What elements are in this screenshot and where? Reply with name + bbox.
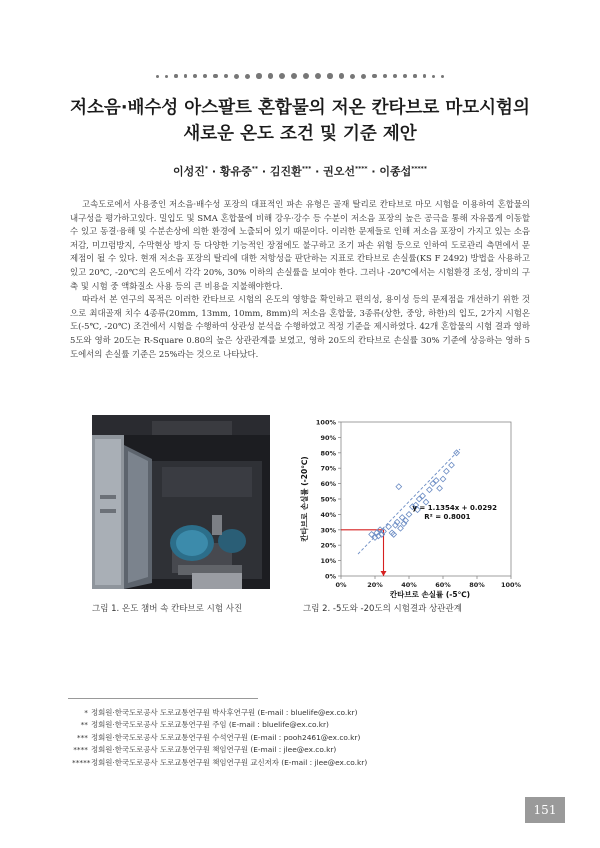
footnote-row [72, 719, 367, 731]
decorative-dot [315, 73, 321, 79]
decorative-dot [184, 74, 188, 78]
author-name: 황유중 [219, 165, 252, 178]
footnote-text: 정회원·한국도로공사 도로교통연구원 책임연구원 (E-mail : jlee@ex.co.kr) [91, 745, 337, 755]
footnote-text: 정회원·한국도로공사 도로교통연구원 책임연구원 교신저자 (E-mail : jlee@ex.co.kr) [91, 757, 368, 767]
decorative-dot [393, 74, 397, 78]
author-mark: **** [354, 165, 368, 173]
abstract-paragraph-1: 고속도로에서 사용중인 저소음·배수성 포장의 대표적인 파손 유형은 골재 탈리로 칸타브로 마모 시험을 이용하여 혼합물의 내구성을 평가하고있다. 밀입도 및 SMA 혼합물에 비해 강우·강수 등 수분이 저소음 포장의 높은 공극을 통해 자유롭게 이동할 수 있고 동결·융해 및 수분손상에 의한 환경에 노출되어 있기 때문이다. 이러한 문제들로 인해 저소음 포장이 가지고 있는 소음저감, 미끄럼방지, 수막현상 방지 등 다양한 기능적인 장점에도 불구하고 조기 파손 위험 등으로 인하여 도로관리 측면에서 문제점이 될 수 있다. 현재 저소음 포장의 탈리에 대한 저항성을 판단하는 지표로 칸타브로 손실률(KS F 2492) 방법을 사용하고 있고 20℃, -20℃의 온도에서 각각 20%, 30% 이하의 손실률을 보여야 한다. 그러나 -20℃에서는 시험환경 조성, 장비의 구축 및 시험 중 액화질소 사용 등의 큰 비용을 지불해야한다. [70, 199, 530, 291]
y-tick-label: 90% [320, 433, 336, 442]
decorative-dot [156, 75, 159, 78]
y-tick-label: 0% [324, 572, 336, 581]
x-axis-label: 칸타브로 손실률 (-5℃) [389, 590, 471, 599]
y-tick-label: 80% [320, 449, 336, 458]
author-mark: * [204, 165, 209, 173]
author-mark: *** [301, 165, 312, 173]
x-tick-label: 40% [401, 581, 417, 589]
author-mark: ***** [411, 165, 427, 173]
chamber-photo-illustration [92, 415, 270, 589]
y-axis-label: 칸타브로 손실률 (-20℃) [300, 456, 309, 542]
decorative-dot [383, 74, 388, 79]
decorative-dot [339, 73, 345, 79]
x-tick-label: 80% [469, 581, 485, 589]
footnote-divider [68, 698, 258, 699]
footnote-mark: ** [80, 720, 88, 730]
figure-1-caption: 그림 1. 온도 챔버 속 칸타브로 시험 사진 [92, 604, 243, 614]
y-tick-label: 100% [315, 418, 336, 427]
footnote-text: 정회원·한국도로공사 도로교통연구원 주임 (E-mail : bluelife@ex.co.kr) [91, 720, 329, 730]
decorative-dot [245, 74, 250, 79]
footnotes [72, 707, 367, 769]
decorative-dot [268, 73, 274, 79]
footnote-text: 정회원·한국도로공사 도로교통연구원 박사후연구원 (E-mail : bluelife@ex.co.kr) [91, 708, 358, 717]
title-line-1: 저소음·배수성 아스팔트 혼합물의 저온 칸타브로 마모시험의 [70, 98, 530, 118]
decorative-dot [432, 75, 435, 78]
decorative-dot [327, 73, 333, 79]
y-tick-label: 70% [320, 464, 336, 473]
decorative-dot [361, 74, 366, 79]
footnote-row [72, 707, 367, 719]
x-tick-label: 0% [335, 581, 347, 589]
decorative-dot [234, 74, 239, 79]
y-tick-label: 10% [320, 557, 336, 566]
author-name: 김진환 [269, 165, 302, 178]
x-tick-label: 60% [435, 581, 451, 589]
author-name: 이종섭 [379, 165, 412, 178]
decorative-dot [413, 74, 417, 78]
figure-2-caption: 그림 2. -5도와 -20도의 시험결과 상관관계 [303, 604, 462, 614]
decorative-dot [165, 75, 168, 78]
title-line-2: 새로운 온도 조건 및 기준 제안 [183, 124, 417, 144]
y-tick-label: 60% [320, 480, 336, 489]
decorative-dot-row [0, 73, 600, 79]
x-tick-label: 100% [500, 581, 522, 589]
author-name: 이성진 [173, 165, 205, 178]
author-name: 권오선 [323, 165, 355, 178]
author-mark: ** [251, 165, 259, 173]
decorative-dot [193, 74, 197, 78]
decorative-dot [372, 74, 377, 79]
x-tick-label: 20% [367, 581, 383, 589]
decorative-dot [423, 74, 427, 78]
decorative-dot [203, 74, 207, 78]
footnote-mark: **** [73, 745, 88, 755]
r-squared-label: R² = 0.8001 [424, 513, 471, 522]
y-tick-label: 40% [320, 510, 336, 519]
abstract-paragraph-2: 따라서 본 연구의 목적은 이러한 칸타브로 시험의 온도의 영향을 확인하고 편의성, 용이성 등의 문제점을 개선하기 위한 것으로 최대골재 치수 4종류(20mm, 13mm, 10mm, 8mm)의 저소음 혼합물, 3종류(상한, 중앙, 하한)의 입도, 2가지 시험온도(-5℃, -20℃) 조건에서 시험을 수행하여 상관성 분석을 수행하였고 적정 기준을 제시하였다. 42개 혼합물의 시험 결과 영하 5도와 영하 20도는 R-Square 0.80의 높은 상관관계를 보였고, 영하 20도의 칸타브로 손실률 30% 기준에 상응하는 영하 5도에서의 손실률 기준은 25%라는 것으로 나타났다. [70, 294, 530, 359]
y-tick-label: 30% [320, 526, 336, 535]
abstract [70, 198, 530, 361]
decorative-dot [224, 74, 229, 79]
decorative-dot [256, 73, 262, 79]
footnote-text: 정회원·한국도로공사 도로교통연구원 수석연구원 (E-mail : pooh2461@ex.co.kr) [91, 732, 361, 742]
footnote-mark: ***** [72, 757, 91, 767]
decorative-dot [350, 74, 355, 79]
scatter-chart [297, 416, 527, 599]
decorative-dot [279, 73, 285, 79]
decorative-dot [213, 74, 218, 79]
author-list: 이성진* · 황유중** · 김진환*** · 권오선**** · 이종섭***** [173, 165, 427, 178]
decorative-dot [403, 74, 407, 78]
regression-equation: y = 1.1354x + 0.0292 [412, 503, 497, 512]
y-tick-label: 50% [320, 495, 336, 504]
y-tick-label: 20% [320, 541, 336, 550]
footnote-row [72, 757, 367, 769]
footnote-mark: *** [76, 732, 88, 742]
footnote-row [72, 732, 367, 744]
page-number: 151 [525, 797, 565, 823]
decorative-dot [291, 73, 297, 79]
footnote-mark: * [84, 708, 88, 717]
decorative-dot [174, 74, 178, 78]
decorative-dot [441, 75, 444, 78]
chamber-photo [92, 415, 270, 589]
footnote-row [72, 744, 367, 756]
paper-title [40, 95, 560, 147]
decorative-dot [303, 73, 309, 79]
